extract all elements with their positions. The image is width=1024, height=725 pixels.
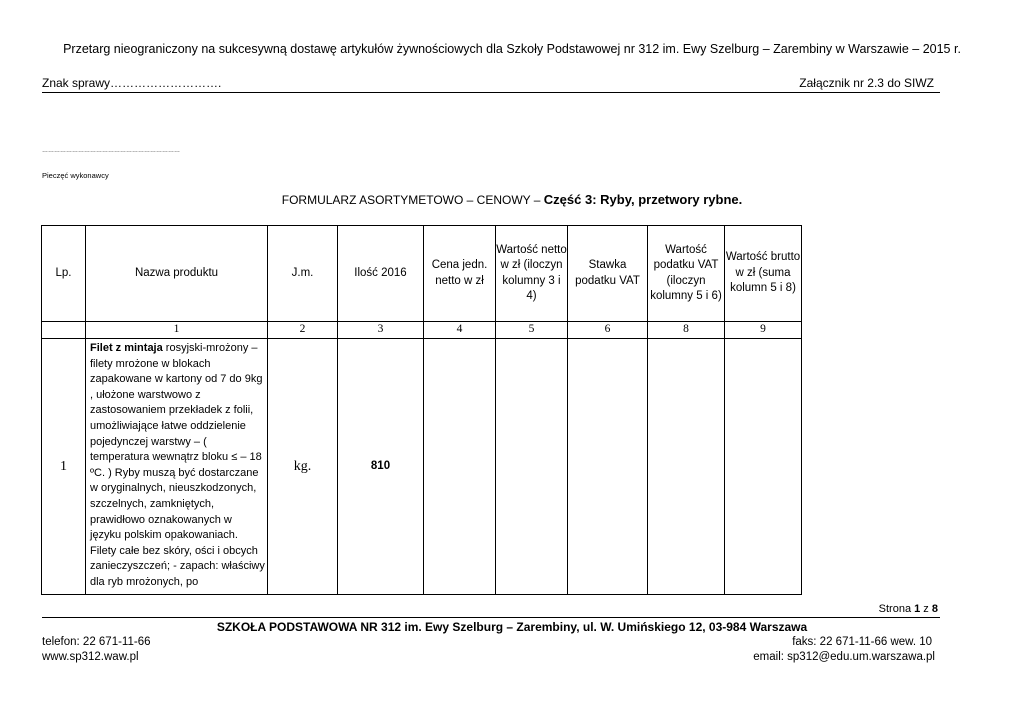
column-number: 2 — [268, 322, 338, 339]
header-gross-value: Wartość brutto w zł (suma kolumn 5 i 8) — [725, 226, 802, 322]
header-product-name: Nazwa produktu — [86, 226, 268, 322]
header-quantity: Ilość 2016 — [338, 226, 424, 322]
column-number: 4 — [424, 322, 496, 339]
footer-fax: faks: 22 671-11-66 wew. 10 — [792, 636, 932, 648]
header-unit: J.m. — [268, 226, 338, 322]
form-title-plain: FORMULARZ ASORTYMETOWO – CENOWY – — [281, 193, 544, 207]
header-lp: Lp. — [42, 226, 86, 322]
row-vat-rate-cell[interactable] — [568, 339, 648, 595]
table-row — [42, 339, 802, 595]
row-product-description — [86, 339, 268, 595]
row-lp: 1 — [42, 339, 86, 595]
column-number: 1 — [86, 322, 268, 339]
column-number: 5 — [496, 322, 568, 339]
page-number — [879, 603, 938, 615]
header-vat-value: Wartość podatku VAT (iloczyn kolumny 5 i 6) — [648, 226, 725, 322]
header-net-value: Wartość netto w zł (iloczyn kolumny 3 i 4) — [496, 226, 568, 322]
column-number — [42, 322, 86, 339]
price-form-table — [41, 225, 802, 595]
stamp-dotted-line: …………………………………………………………… — [42, 148, 180, 154]
column-number: 8 — [648, 322, 725, 339]
form-title — [0, 192, 1024, 207]
page-total: 8 — [931, 603, 938, 615]
row-vat-value-cell[interactable] — [648, 339, 725, 595]
column-number-row — [42, 322, 802, 339]
case-reference: Znak sprawy………………………. — [42, 76, 222, 90]
row-unit-price-cell[interactable] — [424, 339, 496, 595]
page-current: 1 — [914, 603, 921, 615]
form-title-part: Część 3: Ryby, przetwory rybne. — [543, 192, 743, 207]
row-quantity: 810 — [338, 339, 424, 595]
page-separator: z — [920, 603, 932, 615]
document-header-title: Przetarg nieograniczony na sukcesywną dostawę artykułów żywnościowych dla Szkoły Podstawowej nr 312 im. Ewy Szelburg – Zarembiny w Warszawie – 2015 r. — [63, 42, 961, 56]
footer-website-link[interactable]: www.sp312.waw.pl — [42, 651, 139, 663]
product-specification: rosyjski-mrożony – filety mrożone w blokach zapakowane w kartony od 7 do 9kg , ułożone warstwowo z zastosowaniem przekładek z folii, umożliwiające łatwe oddzielenie pojedynczej warstwy – ( temperatura wewnątrz bloku ≤ – 18 ºC. ) Ryby muszą być dostarczane w oryginalnych, nieuszkodzonych, szczelnych, zamkniętych, prawidłowo oznakowanych w języku polskim opakowaniach. Filety całe bez skóry, ości i obcych zanieczyszczeń; - zapach: właściwy dla ryb mrożonych, po — [90, 342, 265, 588]
row-unit: kg. — [268, 339, 338, 595]
column-number: 9 — [725, 322, 802, 339]
row-gross-value-cell[interactable] — [725, 339, 802, 595]
column-number: 3 — [338, 322, 424, 339]
header-vat-rate: Stawka podatku VAT — [568, 226, 648, 322]
footer-email-link[interactable]: email: sp312@edu.um.warszawa.pl — [753, 651, 935, 663]
table-header-row — [42, 226, 802, 322]
row-net-value-cell[interactable] — [496, 339, 568, 595]
header-unit-price: Cena jedn. netto w zł — [424, 226, 496, 322]
product-name: Filet z mintaja — [90, 342, 163, 354]
reference-line — [42, 76, 940, 93]
footer-phone: telefon: 22 671-11-66 — [42, 636, 151, 648]
footer-divider — [42, 617, 940, 618]
column-number: 6 — [568, 322, 648, 339]
footer-school-address: SZKOŁA PODSTAWOWA NR 312 im. Ewy Szelburg – Zarembiny, ul. W. Umińskiego 12, 03-984 Warszawa — [216, 620, 808, 634]
attachment-reference: Załącznik nr 2.3 do SIWZ — [799, 76, 934, 90]
page-label: Strona — [878, 603, 915, 615]
stamp-label: Pieczęć wykonawcy — [42, 171, 109, 180]
